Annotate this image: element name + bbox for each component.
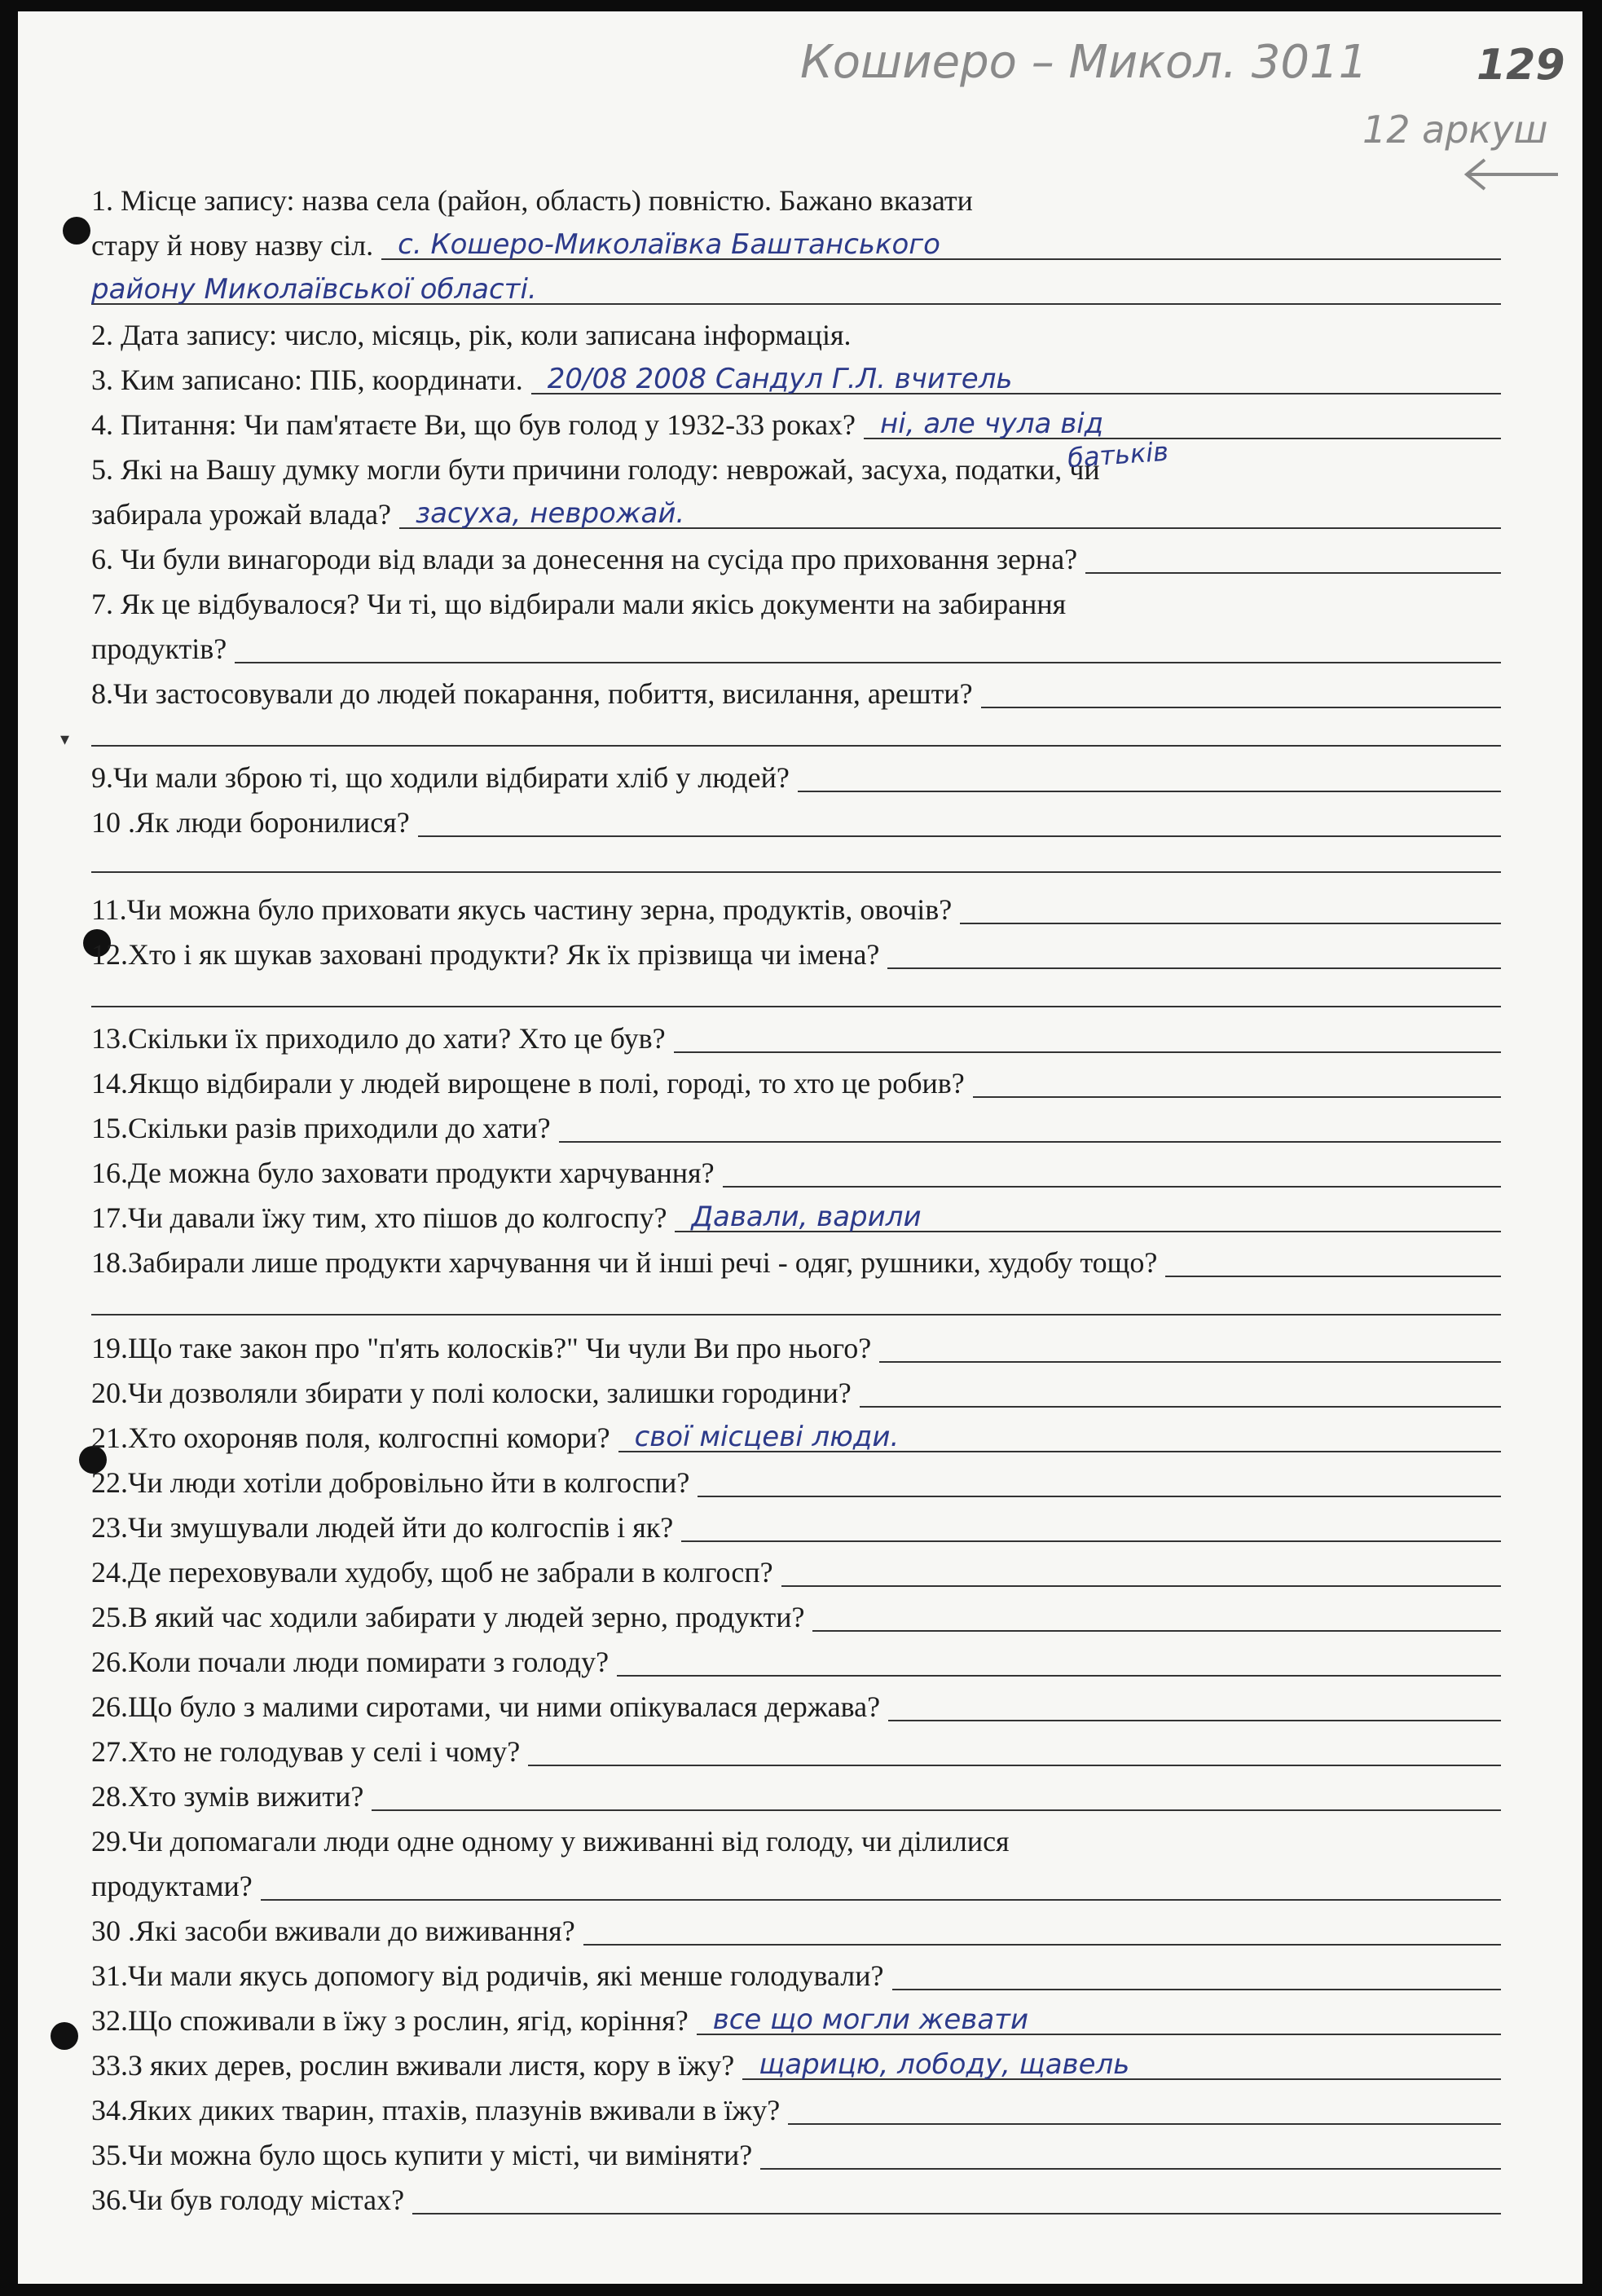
question-5a	[91, 435, 1501, 486]
question-text: 19.Що таке закон про "п'ять колосків?" Чи чули Ви про нього?	[91, 1332, 872, 1364]
handwritten-answer: Давали, варили	[691, 1201, 922, 1233]
answer-field[interactable]	[412, 2180, 1501, 2214]
answer-field[interactable]	[399, 495, 1501, 529]
blank-answer-line[interactable]	[91, 871, 1501, 873]
question-11	[91, 884, 1501, 924]
question-29b	[91, 1860, 1501, 1901]
answer-field[interactable]	[960, 890, 1501, 924]
question-21	[91, 1412, 1501, 1452]
question-text: 12.Хто і як шукав заховані продукти? Як їх прізвища чи імена?	[91, 938, 880, 971]
question-text: 34.Яких диких тварин, птахів, плазунів вживали в їжу?	[91, 2094, 781, 2126]
question-22	[91, 1456, 1501, 1497]
question-1-line1: 1. Місце запису: назва села (район, область) повністю. Бажано вказати	[91, 184, 973, 217]
handwritten-answer: все що могли жевати	[712, 2003, 1029, 2036]
answer-field[interactable]	[1085, 540, 1501, 574]
question-text: 26.Що було з малими сиротами, чи ними опікувалася держава?	[91, 1690, 881, 1723]
handwritten-answer: ні, але чула від	[880, 408, 1104, 440]
answer-field[interactable]: району Миколаївської області.	[91, 271, 1501, 305]
answer-field[interactable]	[812, 1598, 1501, 1632]
question-text: 24.Де переховували худобу, щоб не забрали в колгосп?	[91, 1556, 773, 1589]
answer-field[interactable]	[788, 2091, 1501, 2125]
question-text: 18.Забирали лише продукти харчування чи й інші речі - одяг, рушники, худобу тощо?	[91, 1246, 1158, 1279]
question-text: 7. Як це відбувалося? Чи ті, що відбирали мали якісь документи на забирання	[91, 588, 1067, 620]
question-33	[91, 2039, 1501, 2080]
question-35	[91, 2129, 1501, 2170]
question-text: 20.Чи дозволяли збирати у полі колоски, залишки городини?	[91, 1377, 852, 1409]
question-text: 2. Дата запису: число, місяць, рік, коли записана інформація.	[91, 319, 852, 351]
answer-field[interactable]	[698, 1463, 1501, 1497]
handwritten-answer: батьків	[1066, 435, 1169, 474]
answer-field[interactable]	[742, 2046, 1501, 2080]
answer-field[interactable]	[618, 1418, 1501, 1452]
answer-field[interactable]	[261, 1866, 1501, 1901]
question-23	[91, 1501, 1501, 1542]
question-text: 29.Чи допомагали люди одне одному у виживанні від голоду, чи ділилися	[91, 1825, 1010, 1858]
question-12	[91, 928, 1501, 969]
answer-field[interactable]	[798, 758, 1501, 792]
question-text: 6. Чи були винагороди від влади за донесення на сусіда про приховання зерна?	[91, 543, 1078, 575]
question-text: 5. Які на Вашу думку могли бути причини голоду: неврожай, засуха, податки, чи	[91, 453, 1100, 486]
question-8	[91, 668, 1501, 708]
question-text: 35.Чи можна було щось купити у місті, чи виміняти?	[91, 2139, 753, 2171]
question-27	[91, 1725, 1501, 1766]
blank-answer-line[interactable]	[91, 1314, 1501, 1315]
blank-answer-line[interactable]	[91, 745, 1501, 747]
question-text: 9.Чи мали зброю ті, що ходили відбирати хліб у людей?	[91, 761, 790, 794]
question-text: забирала урожай влада?	[91, 498, 391, 531]
pages-note: 12 аркуш	[1362, 108, 1548, 152]
questionnaire-page	[18, 11, 1582, 2284]
question-16	[91, 1147, 1501, 1188]
question-text: 31.Чи мали якусь допомогу від родичів, які менше голодували?	[91, 1959, 884, 1992]
question-text: 8.Чи застосовували до людей покарання, побиття, висилання, арешти?	[91, 677, 973, 710]
question-29a	[91, 1815, 1501, 1856]
question-31	[91, 1950, 1501, 1990]
question-10	[91, 796, 1501, 837]
question-text: 11.Чи можна було приховати якусь частину зерна, продуктів, овочів?	[91, 893, 953, 926]
question-7a	[91, 578, 1501, 619]
answer-field[interactable]	[973, 1064, 1501, 1098]
question-34	[91, 2084, 1501, 2125]
question-26a	[91, 1636, 1501, 1677]
question-7b	[91, 623, 1501, 663]
question-text: 25.В який час ходили забирати у людей зерно, продукти?	[91, 1601, 805, 1633]
question-text: продуктами?	[91, 1870, 253, 1902]
question-18	[91, 1236, 1501, 1277]
answer-field[interactable]	[674, 1019, 1501, 1053]
question-text: 28.Хто зумів вижити?	[91, 1780, 364, 1813]
question-text: 33.З яких дерев, рослин вживали листя, кору в їжу?	[91, 2049, 735, 2082]
archive-note: Кошиеро – Микол. 3011	[800, 36, 1368, 89]
answer-field[interactable]	[892, 1956, 1501, 1990]
question-4	[91, 399, 1501, 439]
question-14	[91, 1057, 1501, 1098]
question-24	[91, 1546, 1501, 1587]
question-text: продуктів?	[91, 632, 227, 665]
answer-field[interactable]	[531, 360, 1501, 394]
question-text: 4. Питання: Чи пам'ятаєте Ви, що був голод у 1932-33 роках?	[91, 408, 856, 441]
question-30	[91, 1905, 1501, 1946]
answer-field[interactable]	[860, 1373, 1501, 1408]
answer-field[interactable]	[583, 1911, 1501, 1946]
question-text: 21.Хто охороняв поля, колгоспні комори?	[91, 1421, 610, 1454]
stray-mark-icon: ▾	[60, 729, 70, 749]
question-text: 26.Коли почали люди помирати з голоду?	[91, 1646, 610, 1678]
answer-field[interactable]	[760, 2135, 1501, 2170]
question-text: 30 .Які засоби вживали до виживання?	[91, 1915, 575, 1947]
answer-field[interactable]	[235, 629, 1501, 663]
questions-list	[18, 11, 1582, 2284]
answer-field[interactable]	[864, 405, 1501, 439]
question-text: 22.Чи люди хотіли добровільно йти в колгоспи?	[91, 1466, 690, 1499]
question-text: 13.Скільки їх приходило до хати? Хто це був?	[91, 1022, 666, 1055]
question-6	[91, 533, 1501, 574]
answer-field[interactable]	[1165, 1243, 1501, 1277]
question-text: 36.Чи був голоду містах?	[91, 2184, 405, 2216]
handwritten-answer: свої місцеві люди.	[634, 1421, 900, 1453]
answer-field[interactable]	[888, 1687, 1501, 1721]
question-32	[91, 1994, 1501, 2035]
question-3	[91, 354, 1501, 394]
blank-answer-line[interactable]	[91, 1006, 1501, 1007]
answer-field[interactable]	[675, 1198, 1501, 1232]
question-15	[91, 1102, 1501, 1143]
answer-field[interactable]: с. Кошеро-Миколаївка Баштанського	[381, 226, 1501, 260]
question-text: 32.Що споживали в їжу з рослин, ягід, коріння?	[91, 2004, 689, 2037]
question-text: 16.Де можна було заховати продукти харчування?	[91, 1157, 715, 1189]
answer-field[interactable]	[887, 935, 1501, 969]
answer-field[interactable]	[418, 803, 1501, 837]
answer-field[interactable]	[681, 1508, 1501, 1542]
handwritten-answer: 20/08 2008 Сандул Г.Л. вчитель	[547, 363, 1013, 395]
question-text: 14.Якщо відбирали у людей вирощене в полі, городі, то хто це робив?	[91, 1067, 965, 1100]
question-1-line2: стару й нову назву сіл. с. Кошеро-Миколаївка Баштанського	[91, 219, 1501, 260]
answer-field[interactable]	[981, 674, 1501, 708]
question-26b	[91, 1681, 1501, 1721]
handwritten-answer: щарицю, лободу, щавель	[759, 2048, 1130, 2081]
question-9	[91, 751, 1501, 792]
answer-field[interactable]	[559, 1108, 1501, 1143]
question-text: 23.Чи змушували людей йти до колгоспів і як?	[91, 1511, 674, 1544]
question-text: 3. Ким записано: ПІБ, координати.	[91, 364, 523, 396]
answer-field[interactable]	[372, 1777, 1501, 1811]
question-19	[91, 1322, 1501, 1363]
question-text: 10 .Як люди боронилися?	[91, 806, 410, 839]
answer-field[interactable]	[879, 1329, 1501, 1363]
question-13	[91, 1012, 1501, 1053]
question-28	[91, 1770, 1501, 1811]
answer-field[interactable]	[528, 1732, 1501, 1766]
question-text: 27.Хто не голодував у селі і чому?	[91, 1735, 521, 1768]
handwritten-answer: засуха, неврожай.	[415, 497, 685, 530]
answer-field[interactable]	[697, 2001, 1501, 2035]
question-text: 15.Скільки разів приходили до хати?	[91, 1112, 551, 1144]
answer-field[interactable]	[723, 1153, 1501, 1188]
answer-field[interactable]	[781, 1553, 1501, 1587]
question-20	[91, 1367, 1501, 1408]
question-36	[91, 2174, 1501, 2214]
question-25	[91, 1591, 1501, 1632]
question-5b	[91, 488, 1501, 529]
question-17	[91, 1192, 1501, 1232]
answer-field[interactable]	[617, 1642, 1501, 1677]
question-2	[91, 309, 1501, 350]
question-text: 17.Чи давали їжу тим, хто пішов до колгоспу?	[91, 1201, 667, 1234]
archive-number: 129	[1477, 41, 1565, 90]
